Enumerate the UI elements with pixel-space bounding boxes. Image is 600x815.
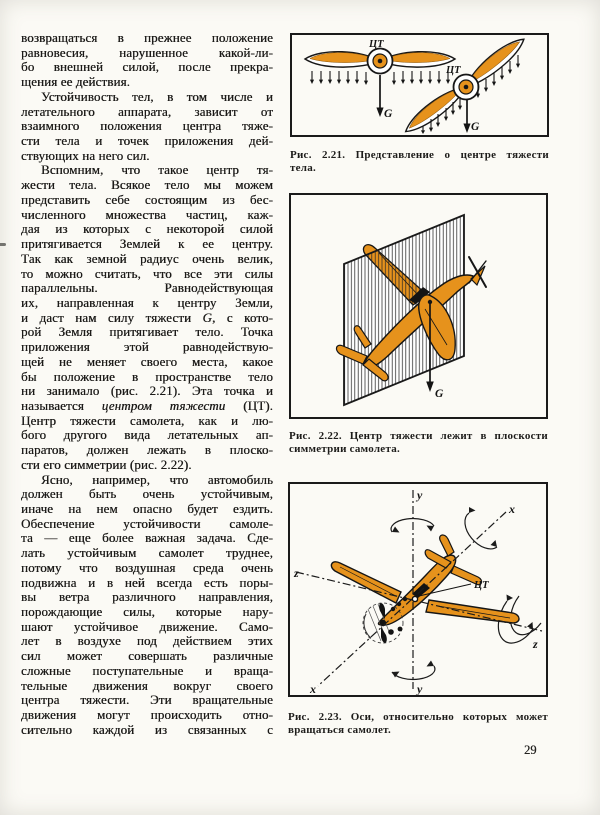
- landing-gear: [398, 627, 403, 632]
- text-line: взаимного положения центра тяже-: [21, 118, 273, 134]
- text-line: потому что воздушная среда очень: [21, 559, 273, 575]
- caption-line: тела.: [290, 162, 316, 174]
- caption-line: симметрии самолета.: [289, 443, 400, 455]
- text-line: параллельны. Равнодействующая: [21, 280, 273, 296]
- center-of-gravity-label: ЦТ: [446, 65, 461, 76]
- text-line: иначе на нем опасно будет ездить.: [21, 501, 273, 516]
- text-line: порождающие силы, которые нару-: [21, 604, 273, 620]
- propeller-blade: [379, 603, 385, 619]
- y-axis-label: y: [417, 488, 423, 502]
- center-of-gravity-label: ЦТ: [474, 580, 489, 591]
- caption-line: Рис. 2.22. Центр тяжести лежит в плоскости: [289, 430, 548, 442]
- text-line: равновесия, нарушенное какой-ли-: [21, 44, 273, 60]
- text-line: сти его симметрии (рис. 2.22).: [21, 456, 192, 472]
- text-line: бы положение в пространстве тело: [21, 368, 273, 384]
- airplane: [331, 535, 519, 643]
- figure-2-23-caption: [288, 711, 548, 737]
- text-line: бого другого вида летательных ап-: [21, 427, 273, 443]
- propeller-tilted: [401, 33, 529, 137]
- propeller-blade: [381, 627, 387, 643]
- text-line: Так как земной радиус очень велик,: [21, 250, 273, 266]
- text-line: Устойчивость тел, в том числе и: [41, 88, 273, 104]
- figure-2-21-caption: [290, 149, 549, 175]
- text-line: сил может совершать различные: [21, 648, 273, 664]
- page-number: 29: [524, 743, 537, 757]
- gravity-force-label: G: [384, 108, 393, 120]
- caption-line: Рис. 2.21. Представление о центре тяжести: [290, 149, 549, 161]
- text-line: щей не меняет своего места, какое: [21, 353, 273, 369]
- x-axis-label: x: [310, 682, 316, 696]
- text-line: сложные поступательные и враща-: [21, 662, 273, 678]
- text-line: бо внешней силой, после прекра-: [21, 59, 273, 75]
- text-line: представить себе состоящим из бес-: [21, 191, 273, 207]
- text-line: жести тела. Всякое тело мы можем: [21, 177, 273, 193]
- z-axis-label: z: [294, 566, 299, 580]
- text-line: должен быть очень устойчивым,: [21, 486, 273, 502]
- text-line: шают устойчивое движение. Само-: [21, 618, 273, 634]
- caption-line: Рис. 2.23. Оси, относительно которых может: [288, 711, 548, 723]
- text-line: то можно считать, что все эти силы: [21, 265, 273, 281]
- text-line: лать устойчивым самолет труднее,: [21, 545, 273, 561]
- text-line: численного множества частиц, каж-: [21, 206, 273, 222]
- text-line: возвращаться в прежнее положение: [21, 30, 273, 45]
- text-line: ствующих на него сил.: [21, 147, 150, 163]
- text-line: называется центром тяжести (ЦТ).: [21, 397, 273, 413]
- z-axis-label: z: [533, 637, 538, 651]
- text-line: та — еще более важная задача. Сде-: [21, 530, 273, 546]
- text-line: паратов, должен лежать в плоско-: [21, 442, 273, 458]
- text-line: вы ветра различного направления,: [21, 589, 273, 605]
- text-line: приложения этой равнодействую-: [21, 339, 273, 355]
- text-line: щения ее действия.: [21, 74, 130, 90]
- figure-2-23-rotation-axes: [288, 482, 548, 697]
- figure-2-22-caption: [289, 430, 548, 456]
- y-axis-label: y: [417, 682, 423, 696]
- text-line: и даст нам силу тяжести G, с кото-: [21, 309, 273, 325]
- text-line: ни занимало (рис. 2.21). Эта точка и: [21, 383, 273, 399]
- scan-edge-artifact: [0, 243, 6, 246]
- text-line: Центр тяжести самолета, как и лю-: [21, 412, 273, 428]
- text-line: тельные движения вокруг своего: [21, 677, 273, 693]
- text-line: лет в воздухе под действием этих: [21, 633, 273, 649]
- figure-2-22-symmetry-plane: [289, 193, 548, 419]
- x-axis-label: x: [509, 502, 515, 516]
- caption-line: вращаться самолет.: [288, 724, 391, 736]
- text-line: центра тяжести. Эти вращательные: [21, 692, 273, 708]
- text-line: движения могут происходить отно-: [21, 707, 273, 723]
- text-column: [21, 31, 273, 738]
- gravity-force-label: G: [435, 388, 444, 400]
- center-of-gravity-label: ЦТ: [369, 39, 384, 50]
- text-line: подвижна и в ней всегда есть поры-: [21, 574, 273, 590]
- landing-gear: [388, 629, 394, 635]
- text-line: их, направленная к центру Земли,: [21, 294, 273, 310]
- text-line: летательного аппарата, зависит от: [21, 103, 273, 119]
- text-line: Обеспечение устойчивости самоле-: [21, 515, 273, 531]
- text-line: Ясно, например, что автомобиль: [41, 471, 273, 487]
- text-line: притягивается Землей к ее центру.: [21, 236, 273, 252]
- tail-fin: [440, 535, 454, 556]
- text-line: сительно каждой из связанных с: [21, 721, 273, 737]
- text-line: сти тела и точек приложения дей-: [21, 133, 273, 149]
- text-line: дая из которых с некоторой силой: [21, 221, 273, 237]
- gravity-force-label: G: [471, 121, 480, 133]
- text-line: рой Земля притягивает тело. Точка: [21, 324, 273, 340]
- figure-2-21-propellers: [290, 33, 549, 137]
- text-line: Вспомним, что такое центр тя-: [41, 162, 273, 178]
